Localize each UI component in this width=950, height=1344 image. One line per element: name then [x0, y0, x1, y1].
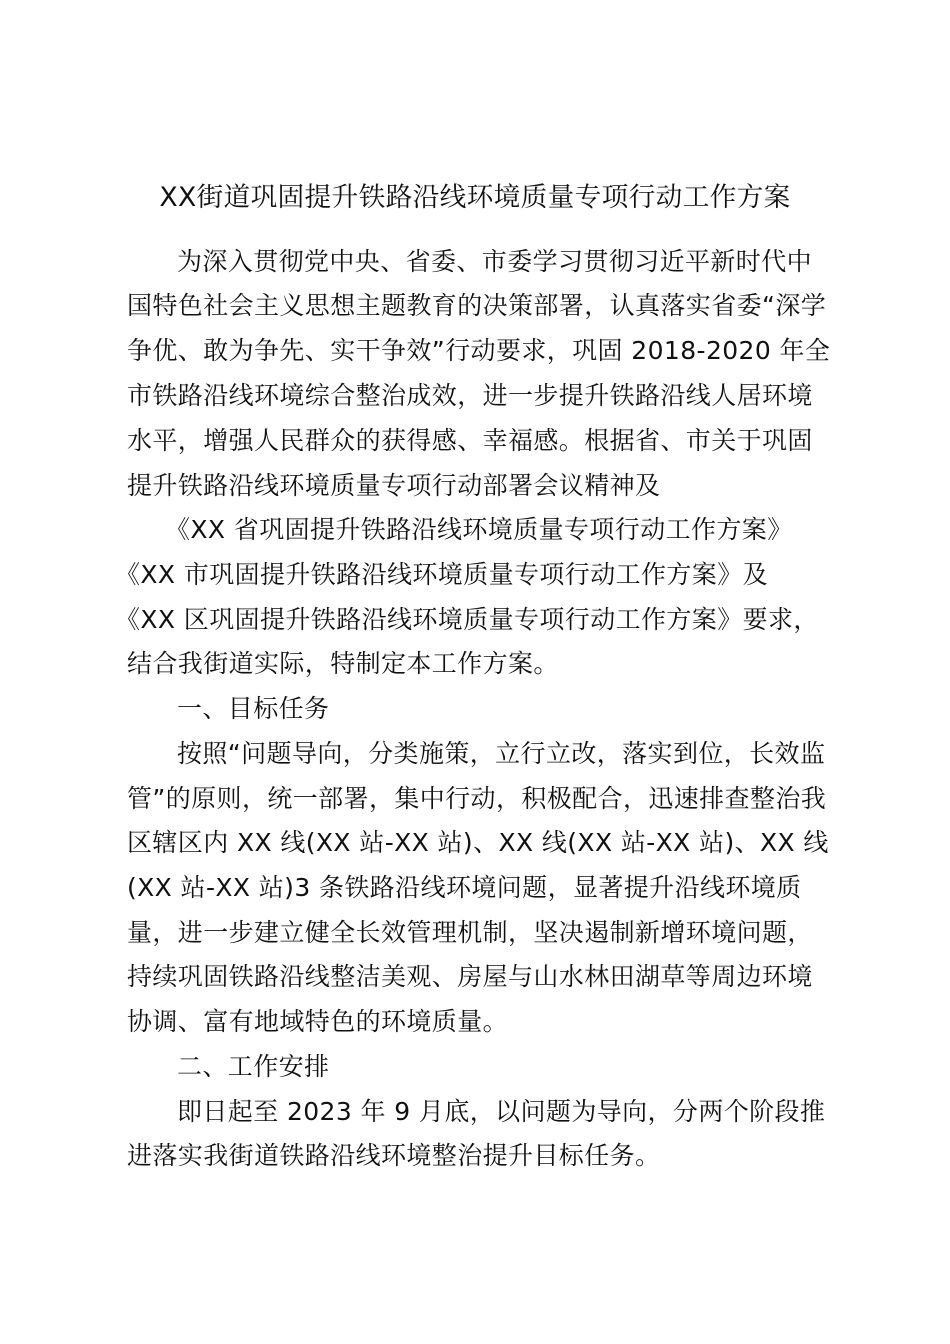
paragraph-line: 争优、敢为争先、实干争效”行动要求，巩固 2018-2020 年全	[127, 336, 831, 365]
paragraph-line: 区辖区内 XX 线(XX 站-XX 站)、XX 线(XX 站-XX 站)、XX 线	[127, 828, 829, 857]
section-heading-targets: 一、目标任务	[177, 694, 330, 723]
document-title: XX街道巩固提升铁路沿线环境质量专项行动工作方案	[159, 182, 791, 213]
paragraph-line: 国特色社会主义思想主题教育的决策部署，认真落实省委“深学	[127, 291, 827, 320]
paragraph-line: 进落实我街道铁路沿线环境整治提升目标任务。	[127, 1141, 661, 1170]
paragraph-line: 持续巩固铁路沿线整洁美观、房屋与山水林田湖草等周边环境	[127, 962, 813, 991]
paragraph-line: 《XX 市巩固提升铁路沿线环境质量专项行动工作方案》及	[115, 560, 769, 589]
paragraph-line: 市铁路沿线环境综合整治成效，进一步提升铁路沿线人居环境	[127, 381, 813, 410]
paragraph-line: 按照“问题导向，分类施策，立行立改，落实到位，长效监	[177, 739, 826, 768]
paragraph-line: 管”的原则，统一部署，集中行动，积极配合，迅速排查整治我	[127, 784, 827, 813]
paragraph-line: 为深入贯彻党中央、省委、市委学习贯彻习近平新时代中	[177, 247, 813, 276]
paragraph-line: 量，进一步建立健全长效管理机制，坚决遏制新增环境问题，	[127, 918, 813, 947]
section-heading-arrangement: 二、工作安排	[177, 1052, 330, 1081]
paragraph-line: 水平，增强人民群众的获得感、幸福感。根据省、市关于巩固	[127, 426, 813, 455]
paragraph-line: (XX 站-XX 站)3 条铁路沿线环境问题，显著提升沿线环境质	[127, 873, 802, 902]
paragraph-line: 结合我街道实际，特制定本工作方案。	[127, 649, 559, 678]
paragraph-line: 协调、富有地域特色的环境质量。	[127, 1007, 509, 1036]
paragraph-line: 即日起至 2023 年 9 月底，以问题为导向，分两个阶段推	[177, 1097, 826, 1126]
paragraph-line: 《XX 区巩固提升铁路沿线环境质量专项行动工作方案》要求，	[115, 605, 819, 634]
paragraph-line: 提升铁路沿线环境质量专项行动部署会议精神及	[127, 471, 661, 500]
paragraph-line: 《XX 省巩固提升铁路沿线环境质量专项行动工作方案》	[165, 515, 793, 544]
